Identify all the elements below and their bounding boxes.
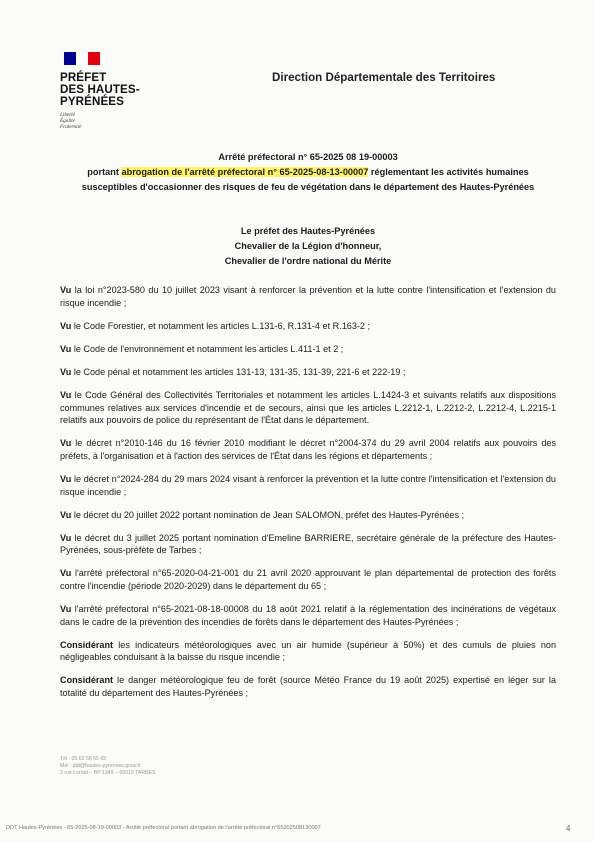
recital-lead: Vu (60, 473, 72, 484)
recital-lead: Considérant (60, 639, 114, 650)
recital-text: le danger météorologique feu de forêt (source Météo France du 19 août 2025) expertisé en léger sur la totalité du département des Hautes-Pyrénées ; (60, 675, 556, 699)
recital-paragraph (60, 639, 556, 664)
recital-lead: Vu (60, 285, 72, 295)
decree-title (60, 150, 556, 195)
recital-lead: Vu (60, 320, 72, 331)
recital-paragraph (60, 532, 556, 557)
prefet-titles (60, 224, 556, 269)
recital-lead: Vu (60, 343, 72, 354)
recital-paragraph (60, 366, 556, 379)
recital-lead: Vu (60, 438, 72, 449)
recital-text: le décret n°2010-146 du 16 février 2010 modifiant le décret n°2004-374 du 29 avril 2004 relatifs aux pouvoirs des préfets, à l'organisation et à l'action des services de l'État dans les régions et départements ; (60, 438, 556, 461)
recital-text: l'arrêté préfectoral n°65-2020-04-21-001 du 21 avril 2020 approuvant le plan départemental de protection des forêts contre l'incendie (période 2020-2029) dans le département du 65 ; (60, 568, 556, 591)
recital-paragraph (60, 320, 556, 333)
recital-lead: Vu (60, 532, 72, 543)
logo-line: DES HAUTES- (60, 83, 140, 96)
recital-text: le Code Général des Collectivités Territoriales et notamment les articles L.1424-3 et suivants relatifs aux dispositions communes relatives aux services d'incendie et de secours, ainsi que les articles L.2212-1, L.2212-2, L.2212-4, L.2215-1 relatifs aux pouvoirs de police du représentant de l'État dans le département. (60, 389, 556, 426)
recital-paragraph (60, 509, 556, 522)
recital-paragraph (60, 603, 556, 628)
recital-paragraph (60, 284, 556, 309)
contact-line: 3 rue Lordat – BP 1349 – 65013 TARBES (60, 770, 156, 776)
logo-line: PYRÉNÉES (60, 95, 124, 108)
recital-paragraph (60, 567, 556, 592)
prefecture-logo (60, 52, 140, 130)
recital-text: l'arrêté préfectoral n°65-2021-08-18-00008 du 18 août 2021 relatif à la réglementation des incinérations de végétaux dans le cadre de la prévention des incendies de forêts dans le département des Hautes-Pyrénées ; (60, 604, 556, 627)
recital-text: le Code Forestier, et notamment les articles L.131-6, R.131-4 et R.163-2 ; (71, 320, 371, 331)
prefet-line: Le préfet des Hautes-Pyrénées (240, 226, 376, 236)
footer-reference: DDT Hautes-Pyrénées - 65-2025-08-19-00003 - Arrêté préfectoral portant abrogation de l'arrêté préfectoral n°65202508130007 (6, 825, 321, 831)
motto-line: Fraternité (60, 124, 82, 130)
highlighted-reference: abrogation de l'arrêté préfectoral n° 65-2025-08-13-00007 (121, 167, 369, 177)
recital-text: le Code de l'environnement et notamment les articles L.411-1 et 2 ; (71, 343, 344, 354)
recital-lead: Vu (60, 389, 72, 400)
french-flag-icon (64, 52, 100, 65)
contact-line: Mél : ddt@hautes-pyrenees.gouv.fr (60, 763, 141, 769)
recital-text: le décret du 3 juillet 2025 portant nomination d'Emeline BARRIERE, secrétaire générale de la préfecture des Hautes-Pyrénées, sous-préfète de Tarbes ; (60, 532, 556, 556)
recital-text: la loi n°2023-580 du 10 juillet 2023 visant à renforcer la prévention et la lutte contre l'intensification et l'extension du risque incendie ; (60, 285, 556, 308)
recital-paragraph (60, 674, 556, 699)
logo-title (60, 72, 140, 108)
recital-lead: Vu (60, 604, 72, 615)
recital-lead: Vu (60, 568, 72, 579)
recital-text: le décret du 20 juillet 2022 portant nomination de Jean SALOMON, préfet des Hautes-Pyrénées ; (71, 509, 465, 520)
motto-line: Égalité (60, 118, 75, 124)
recitals (60, 284, 556, 710)
recital-lead: Vu (60, 366, 72, 377)
footer-contact (60, 756, 155, 777)
logo-line: PRÉFET (60, 71, 107, 84)
recital-paragraph (60, 437, 556, 462)
decree-number: Arrêté préfectoral n° 65-2025 08 19-00003 (218, 152, 398, 162)
recital-lead: Considérant (60, 675, 114, 686)
contact-line: Tél : 05 62 56 65 65 (60, 756, 107, 762)
direction-heading: Direction Départementale des Territoires (272, 71, 496, 84)
prefet-line: Chevalier de l'ordre national du Mérite (224, 256, 392, 266)
recital-text: le décret n°2024-284 du 29 mars 2024 visant à renforcer la prévention et la lutte contre l'intensification et l'extension du risque incendie ; (60, 473, 556, 497)
page-number: 4 (566, 824, 571, 833)
recital-paragraph (60, 343, 556, 356)
recital-lead: Vu (60, 509, 72, 520)
recital-text: le Code pénal et notamment les articles 131-13, 131-35, 131-39, 221-6 et 222-19 ; (71, 366, 406, 377)
motto-line: Liberté (60, 112, 75, 118)
prefet-line: Chevalier de la Légion d'honneur, (234, 241, 382, 251)
subject-prefix: portant (87, 167, 122, 177)
republic-motto (60, 112, 140, 130)
recital-paragraph (60, 473, 556, 498)
subject-suffix: réglementant les activités humaines susceptibles d'occasionner des risques de feu de végétation dans le département des Hautes-Pyrénées (81, 167, 535, 192)
recital-paragraph (60, 389, 556, 427)
decree-subject (60, 165, 556, 195)
recital-text: les indicateurs météorologiques avec un air humide (supérieur à 50%) et des cumuls de pluies non négligeables conduisant à la baisse du risque incendie ; (60, 639, 556, 663)
